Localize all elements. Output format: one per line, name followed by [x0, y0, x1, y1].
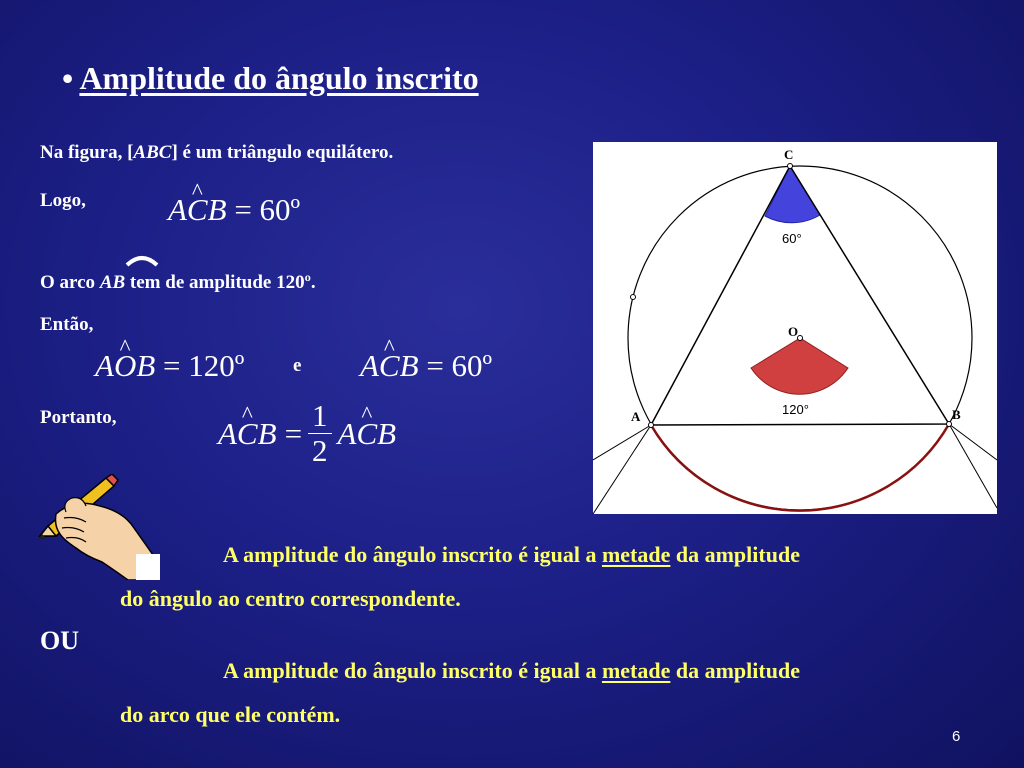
geometry-figure [593, 142, 997, 514]
statement1-before: A amplitude do ângulo inscrito é igual a [223, 542, 597, 567]
ou-label: OU [40, 626, 79, 655]
hand-pencil-icon [36, 474, 160, 580]
point-a [649, 423, 654, 428]
eq4-lhs: ^ ACB [218, 416, 277, 452]
angle-o-sector [751, 338, 848, 394]
equation-acb-60-b [360, 348, 492, 384]
label-angle-c: 60° [782, 231, 802, 246]
intro-abc: ABC [133, 142, 172, 163]
eq2-lhs-a: A [95, 348, 114, 383]
statement2-after: da amplitude [675, 658, 800, 683]
line-b-down [949, 424, 997, 508]
eq4-den: 2 [312, 432, 328, 468]
eq2-lhs-o: ^ O [114, 348, 136, 384]
eq4-eq: = [284, 415, 303, 451]
label-angle-o: 120° [782, 402, 809, 417]
title-bullet: • [62, 60, 74, 96]
angle-c-sector [765, 166, 820, 223]
intro-before: Na figura, [ [40, 142, 134, 163]
portanto-label: Portanto, [40, 407, 117, 428]
eq2-value: = 120º [163, 348, 245, 383]
eq4-rhs: ^ ACB [338, 416, 397, 452]
eq3-value: = 60º [426, 348, 493, 383]
statement1-line1 [223, 542, 800, 568]
label-b: B [952, 407, 961, 422]
line-a-left [593, 425, 651, 460]
title-text: Amplitude do ângulo inscrito [79, 60, 479, 96]
inscribed-angle-diagram [593, 142, 997, 514]
intro-after: ] é um triângulo equilátero. [171, 142, 394, 163]
statement1-emph: metade [601, 542, 671, 567]
label-c: C [784, 147, 794, 162]
statement2-emph: metade [601, 658, 671, 683]
slide-title [62, 60, 479, 97]
point-extra [631, 295, 636, 300]
equation-acb-60 [168, 192, 300, 228]
label-a: A [631, 409, 641, 424]
statement2-before: A amplitude do ângulo inscrito é igual a [223, 658, 597, 683]
eq1-lhs: ^ ACB [168, 192, 227, 228]
eq4-num: 1 [308, 400, 332, 434]
eq1-value: = 60º [234, 192, 301, 227]
logo-label: Logo, [40, 190, 86, 211]
page-number: 6 [952, 728, 961, 745]
point-b [947, 422, 952, 427]
line-b-right [949, 424, 997, 460]
equation-half [218, 400, 396, 468]
arc-ab: AB [99, 272, 126, 293]
label-o: O [788, 324, 799, 339]
intro-line [40, 142, 393, 164]
arc-line [40, 272, 316, 294]
statement1-after: da amplitude [675, 542, 800, 567]
point-c [788, 164, 793, 169]
conjunction-e: e [293, 355, 302, 376]
eq3-lhs: ^ ACB [360, 348, 419, 384]
arc-before: O arco [40, 272, 96, 293]
statement1-line2: do ângulo ao centro correspondente. [120, 586, 461, 611]
eq2-lhs-b: B [136, 348, 156, 383]
statement2-line1 [223, 658, 800, 684]
arc-symbol-icon [124, 253, 160, 267]
point-o [798, 336, 803, 341]
equation-aob-120 [95, 348, 244, 384]
line-a-down [593, 425, 651, 514]
arc-ab [651, 424, 949, 511]
statement2-line2: do arco que ele contém. [120, 702, 341, 727]
eq4-fraction [308, 400, 332, 468]
arc-after: tem de amplitude 120º. [129, 272, 316, 293]
entao-label: Então, [40, 314, 94, 335]
